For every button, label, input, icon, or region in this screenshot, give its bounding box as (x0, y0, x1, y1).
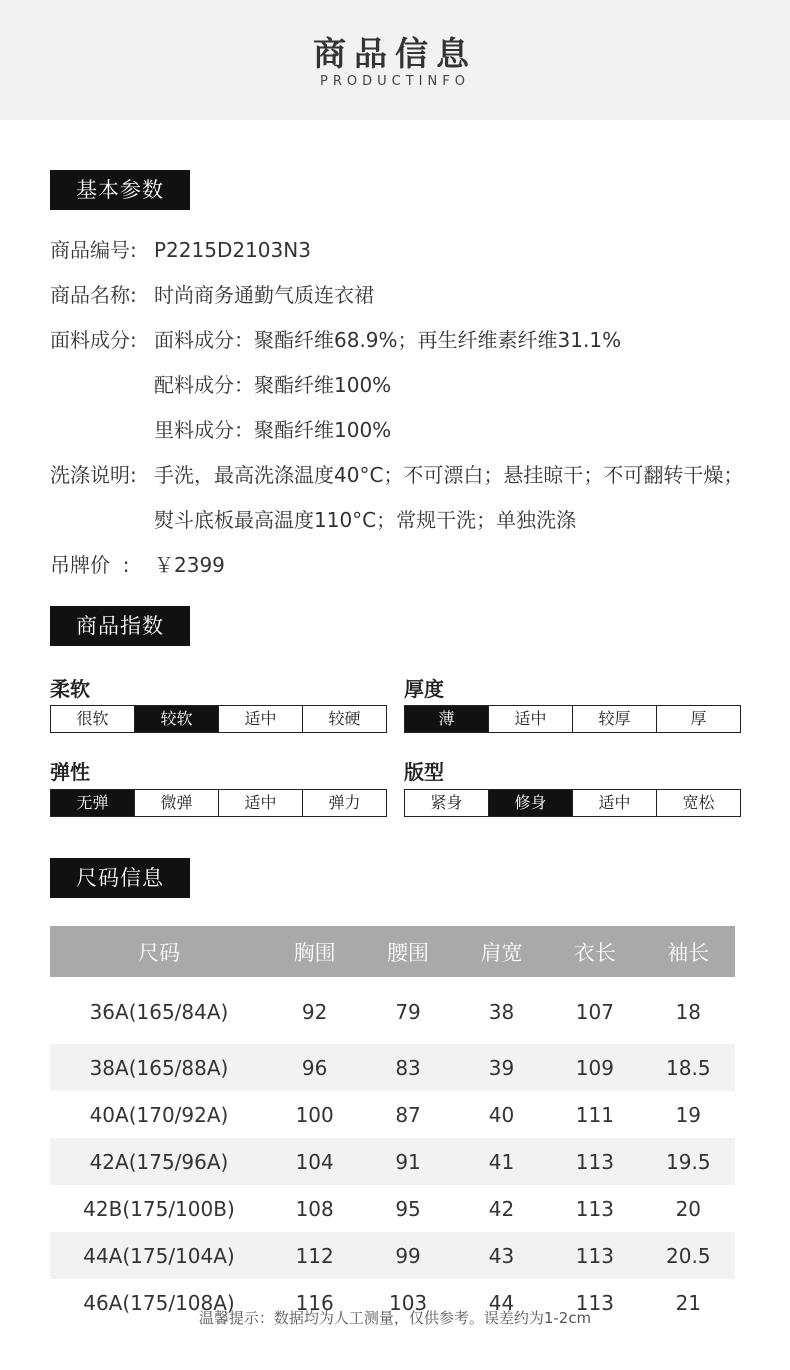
param-fabric-line-2: 配料成分：聚酯纤维100% (154, 373, 392, 397)
index-soft-option: 较硬 (328, 709, 361, 728)
size-col-header: 胸围 (268, 926, 361, 977)
index-fit-option: 紧身 (405, 790, 489, 816)
size-col-header: 衣长 (548, 926, 641, 977)
size-cell-value: 95 (395, 1196, 421, 1221)
index-elastic-option: 弹力 (328, 793, 361, 812)
size-table-header (50, 926, 735, 977)
param-code-label: 商品编号: (50, 238, 137, 262)
size-cell-value: 96 (268, 1044, 361, 1091)
size-cell-value: 113 (548, 1138, 641, 1185)
param-fabric-line-3: 里料成分：聚酯纤维100% (154, 418, 392, 442)
size-cell-label: 38A(165/88A) (50, 1044, 268, 1091)
param-fabric-line-1: 面料成分：聚酯纤维68.9%；再生纤维素纤维31.1% (154, 328, 622, 352)
section-tag-size: 尺码信息 (50, 858, 190, 898)
section-tag-basic: 基本参数 (50, 170, 190, 210)
size-cell-value: 20 (675, 1196, 702, 1221)
size-cell-value: 79 (395, 1000, 421, 1024)
size-col-header: 尺码 (50, 926, 268, 977)
index-fit-option: 适中 (573, 790, 657, 816)
index-soft-option: 较软 (135, 706, 219, 732)
size-cell-label: 42B(175/100B) (83, 1196, 235, 1221)
size-cell-label: 42A(175/96A) (50, 1138, 268, 1185)
param-price-value: ￥2399 (154, 553, 225, 577)
size-cell-value: 83 (361, 1044, 454, 1091)
size-cell-value: 43 (455, 1232, 548, 1279)
size-cell-value: 39 (455, 1044, 548, 1091)
size-cell-value: 99 (361, 1232, 454, 1279)
index-soft-option: 适中 (219, 706, 303, 732)
size-col-header: 肩宽 (455, 926, 548, 977)
size-note: 温馨提示：数据均为人工测量，仅供参考。误差约为1-2cm (198, 1309, 592, 1327)
param-wash-line-2: 熨斗底板最高温度110°C；常规干洗；单独洗涤 (154, 508, 577, 532)
size-cell-value: 103 (388, 1290, 428, 1315)
param-name-value: 时尚商务通勤气质连衣裙 (154, 283, 374, 307)
param-price (50, 551, 225, 579)
param-wash-label: 洗涤说明: (50, 463, 137, 487)
index-elastic-option: 适中 (219, 790, 303, 816)
param-price-label: 吊牌价 : (50, 553, 130, 577)
size-cell-value: 38 (488, 1000, 515, 1024)
index-elastic-scale (50, 789, 387, 817)
size-cell-value: 113 (575, 1196, 614, 1221)
size-cell-value: 40 (488, 1102, 515, 1127)
param-code-value: P2215D2103N3 (154, 238, 311, 262)
size-cell-value: 113 (548, 1232, 641, 1279)
param-fabric-label: 面料成分: (50, 328, 137, 352)
size-cell-value: 91 (361, 1138, 454, 1185)
size-cell-value: 111 (575, 1102, 614, 1127)
param-wash-line-1: 手洗，最高洗涤温度40°C；不可漂白；悬挂晾干；不可翻转干燥； (154, 463, 744, 487)
table-row (50, 1185, 735, 1232)
size-cell-value: 18.5 (642, 1044, 735, 1091)
index-elastic-option: 微弹 (135, 790, 219, 816)
page-title: 商品信息 (313, 34, 477, 73)
size-cell-value: 104 (268, 1138, 361, 1185)
size-cell-label: 46A(175/108A) (83, 1290, 235, 1315)
size-cell-value: 19.5 (642, 1138, 735, 1185)
size-cell-label: 44A(175/104A) (50, 1232, 268, 1279)
size-cell-label: 40A(170/92A) (89, 1102, 229, 1127)
table-row (50, 1091, 735, 1138)
index-thick-option: 薄 (405, 706, 489, 732)
index-soft-scale (50, 705, 387, 733)
param-wash (50, 461, 743, 489)
size-cell-value: 113 (575, 1290, 614, 1315)
index-thick-option: 较厚 (573, 706, 657, 732)
size-col-header: 袖长 (642, 926, 735, 977)
size-cell-value: 18 (675, 1000, 702, 1024)
size-cell-value: 109 (548, 1044, 641, 1091)
param-name (50, 281, 374, 309)
index-thick-scale (404, 705, 741, 733)
param-fabric (50, 326, 621, 354)
section-tag-index: 商品指数 (50, 606, 190, 646)
table-row (50, 977, 735, 1044)
size-cell-value: 107 (575, 1000, 614, 1024)
size-cell-value: 116 (295, 1290, 334, 1315)
param-code (50, 236, 311, 264)
size-cell-value: 20.5 (642, 1232, 735, 1279)
param-name-label: 商品名称: (50, 283, 137, 307)
table-row (50, 1232, 735, 1279)
index-thick-option: 厚 (690, 709, 707, 728)
size-cell-value: 41 (455, 1138, 548, 1185)
index-thick-option: 适中 (489, 706, 573, 732)
size-col-header: 腰围 (361, 926, 454, 977)
index-fit-option: 修身 (489, 790, 573, 816)
size-cell-value: 87 (395, 1102, 421, 1127)
size-cell-value: 44 (488, 1290, 515, 1315)
table-row (50, 1138, 735, 1185)
index-soft-title: 柔软 (50, 677, 90, 701)
index-elastic-option: 无弹 (51, 790, 135, 816)
index-fit-option: 宽松 (682, 793, 715, 812)
index-soft-option: 很软 (51, 706, 135, 732)
size-cell-value: 92 (301, 1000, 328, 1024)
size-cell-value: 100 (295, 1102, 334, 1127)
size-cell-value: 42 (488, 1196, 515, 1221)
size-cell-value: 21 (675, 1290, 702, 1315)
page-header (0, 0, 790, 120)
index-elastic-title: 弹性 (50, 760, 90, 784)
index-thick-title: 厚度 (404, 677, 444, 701)
size-cell-label: 36A(165/84A) (89, 1000, 229, 1024)
size-cell-value: 112 (268, 1232, 361, 1279)
size-cell-value: 108 (295, 1196, 334, 1221)
index-fit-title: 版型 (404, 760, 444, 784)
page-subtitle: PRODUCTINFO (320, 74, 470, 89)
size-cell-value: 19 (675, 1102, 702, 1127)
size-table (50, 926, 735, 1326)
table-row (50, 1044, 735, 1091)
index-fit-scale (404, 789, 741, 817)
